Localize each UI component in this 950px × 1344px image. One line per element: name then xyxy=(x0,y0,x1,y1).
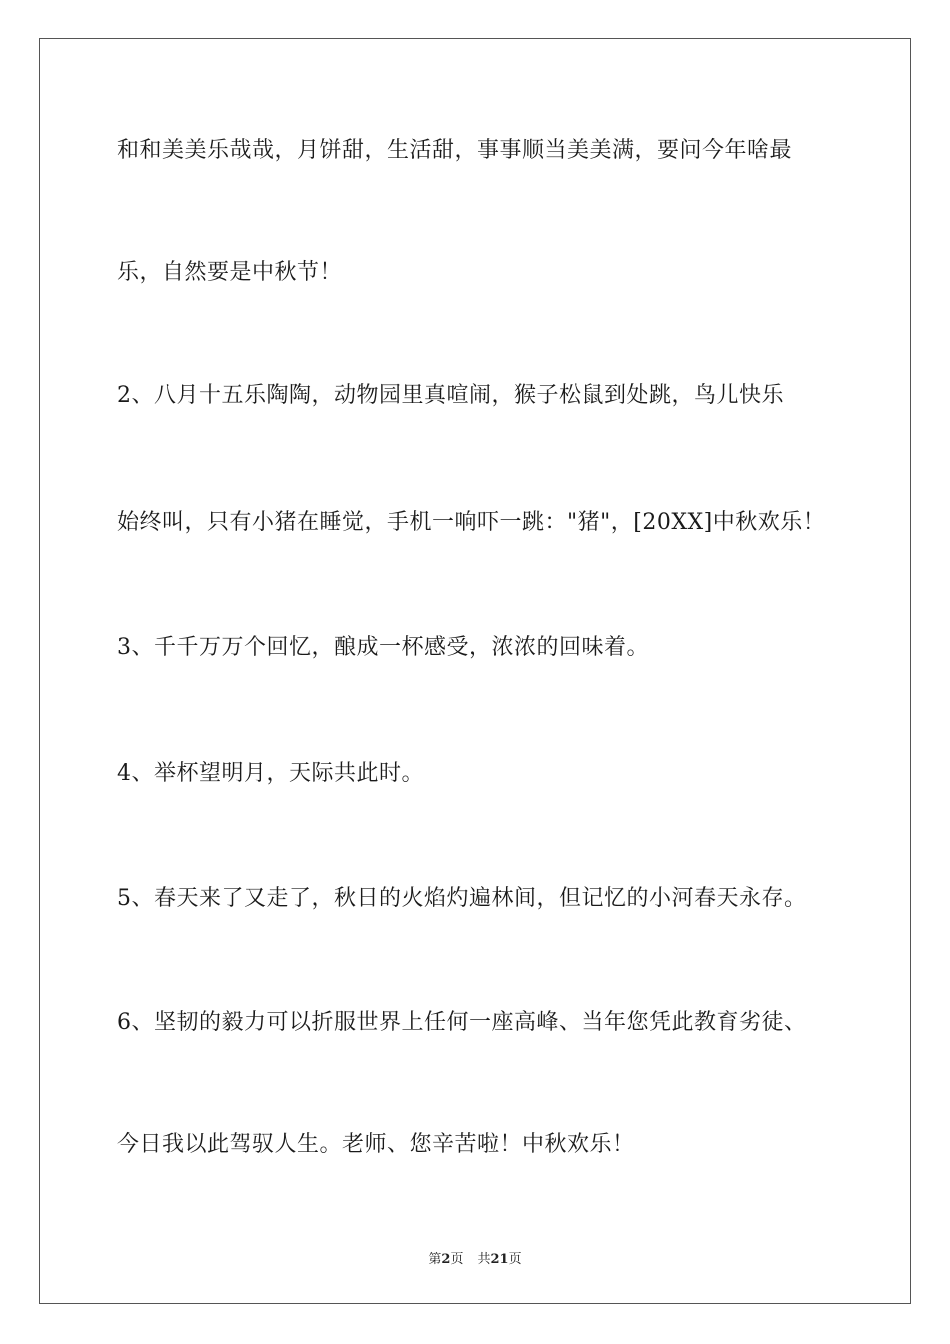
total-prefix: 共 xyxy=(477,1252,491,1267)
text-line-8: 6、坚韧的毅力可以折服世界上任何一座高峰、当年您凭此教育劣徒、 xyxy=(117,1010,807,1035)
page-suffix: 页 xyxy=(450,1252,464,1267)
text-line-4: 始终叫，只有小猪在睡觉，手机一响吓一跳："猪"，[20XX]中秋欢乐！ xyxy=(117,510,826,535)
text-line-6: 4、举杯望明月，天际共此时。 xyxy=(117,761,424,786)
total-suffix: 页 xyxy=(508,1252,522,1267)
page-border xyxy=(39,38,911,1304)
total-page-count: 21 xyxy=(490,1252,509,1267)
text-line-9: 今日我以此驾驭人生。老师、您辛苦啦！中秋欢乐！ xyxy=(117,1132,635,1157)
current-page-number: 2 xyxy=(441,1252,451,1267)
text-line-2: 乐，自然要是中秋节！ xyxy=(117,260,343,285)
text-line-3: 2、八月十五乐陶陶，动物园里真喧闹，猴子松鼠到处跳，鸟儿快乐 xyxy=(117,383,784,408)
page-prefix: 第 xyxy=(428,1252,442,1267)
text-line-1: 和和美美乐哉哉，月饼甜，生活甜，事事顺当美美满，要问今年啥最 xyxy=(117,138,793,163)
text-line-5: 3、千千万万个回忆，酿成一杯感受，浓浓的回味着。 xyxy=(117,635,649,660)
page-footer xyxy=(0,1248,950,1267)
text-line-7: 5、春天来了又走了，秋日的火焰灼遍林间，但记忆的小河春天永存。 xyxy=(117,886,807,911)
